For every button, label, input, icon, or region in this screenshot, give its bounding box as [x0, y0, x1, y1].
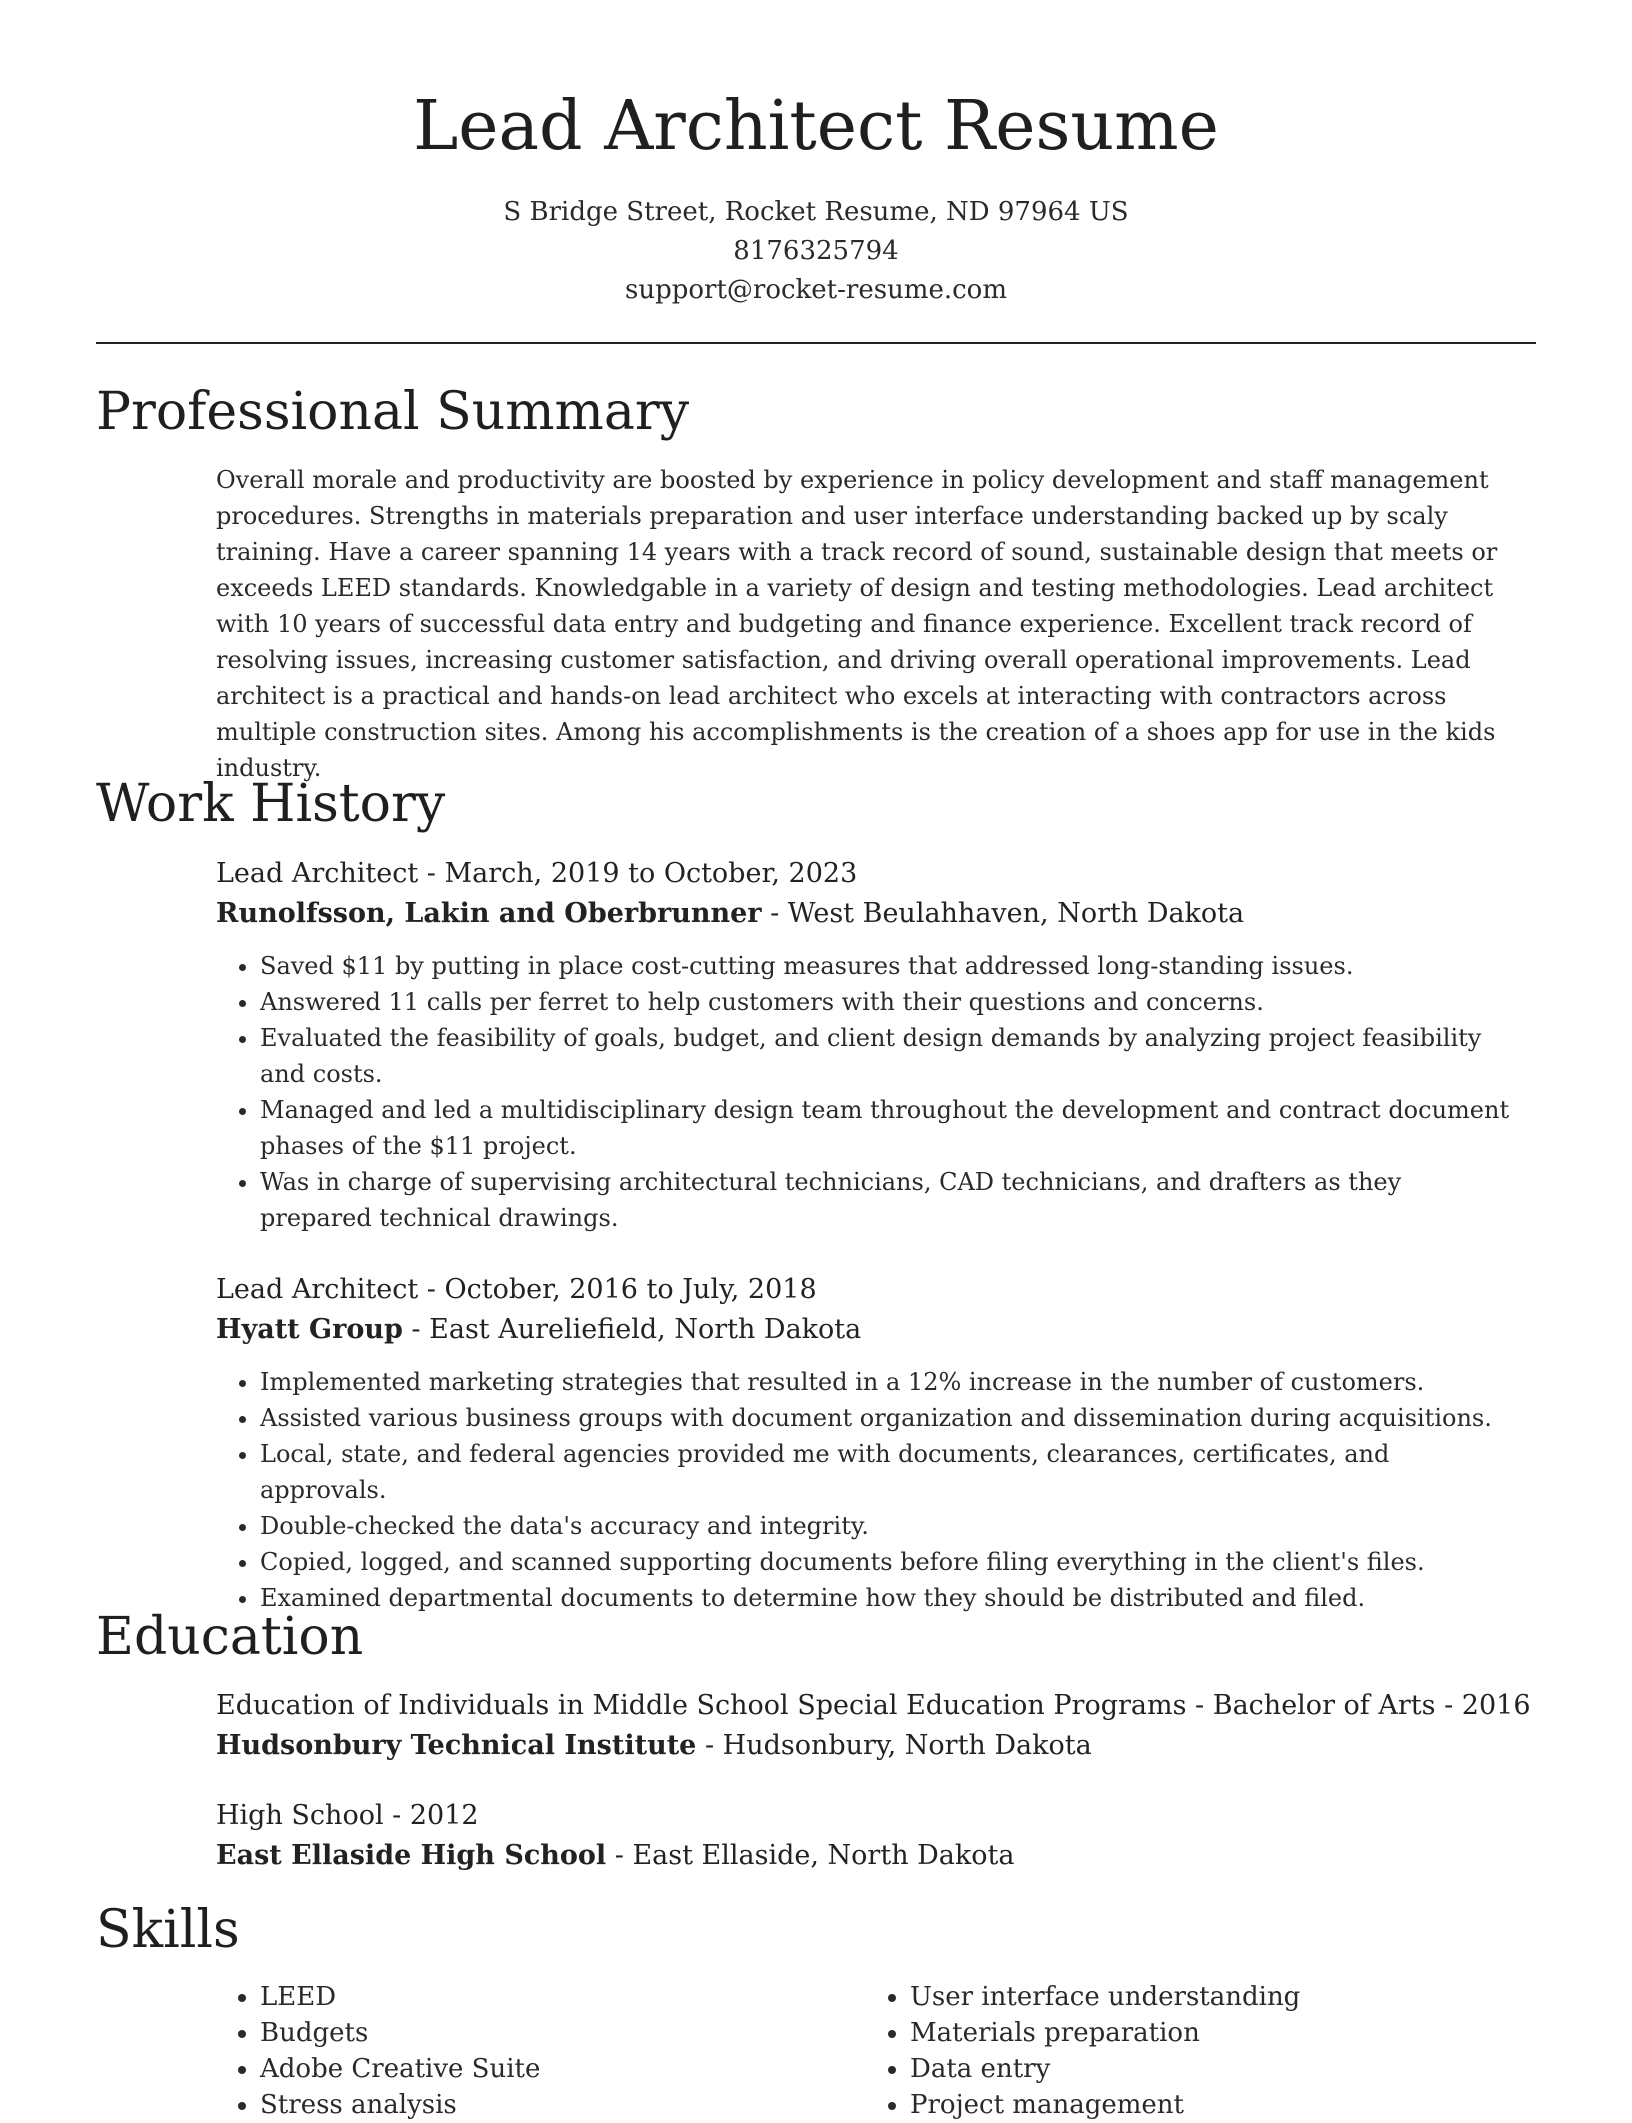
section-heading-education: Education — [96, 1607, 364, 1667]
list-item: • Assisted various business groups with document organization and dissemination during acquisitions. — [260, 1400, 1516, 1436]
education-school-line — [216, 1836, 1014, 1876]
skill-item: • Materials preparation — [910, 2015, 1466, 2051]
education-degree-line: Education of Individuals in Middle School Special Education Programs - Bachelor of Arts - 2016 — [216, 1690, 1531, 1721]
education-school-name: Hudsonbury Technical Institute — [216, 1730, 697, 1761]
list-item: • Managed and led a multidisciplinary design team throughout the development and contract document phases of the $11 project. — [260, 1092, 1516, 1164]
education-school-name: East Ellaside High School — [216, 1840, 607, 1871]
skill-item: • Stress analysis — [260, 2087, 816, 2123]
contact-info — [0, 193, 1632, 310]
list-item: • Double-checked the data's accuracy and integrity. — [260, 1508, 1516, 1544]
skill-item: • Adobe Creative Suite — [260, 2051, 816, 2087]
job-company-name: Runolfsson, Lakin and Oberbrunner — [216, 898, 762, 929]
job-location: - East Aureliefield, North Dakota — [402, 1314, 862, 1345]
job-title-line: Lead Architect - March, 2019 to October, 2023 — [216, 858, 858, 889]
contact-address: S Bridge Street, Rocket Resume, ND 97964 US — [503, 197, 1129, 227]
skill-item: • Project management — [910, 2087, 1466, 2123]
section-heading-skills: Skills — [96, 1900, 240, 1960]
header-divider — [96, 342, 1536, 344]
job-bullets — [216, 1364, 1516, 1616]
contact-email: support@rocket-resume.com — [624, 275, 1007, 305]
resume-title: Lead Architect Resume — [413, 87, 1219, 166]
job-company-name: Hyatt Group — [216, 1314, 403, 1345]
skill-item: • Budgets — [260, 2015, 816, 2051]
education-degree-line: High School - 2012 — [216, 1800, 479, 1831]
education-location: - Hudsonbury, North Dakota — [696, 1730, 1092, 1761]
list-item: • Was in charge of supervising architectural technicians, CAD technicians, and drafters as they prepared technical drawings. — [260, 1164, 1516, 1236]
skills-list-left — [216, 1979, 816, 2123]
list-item: • Answered 11 calls per ferret to help customers with their questions and concerns. — [260, 984, 1516, 1020]
contact-phone: 8176325794 — [733, 236, 899, 266]
job-company-line — [216, 894, 1244, 934]
list-item: • Evaluated the feasibility of goals, budget, and client design demands by analyzing project feasibility and costs. — [260, 1020, 1516, 1092]
section-heading-summary: Professional Summary — [96, 382, 690, 442]
job-title-line: Lead Architect - October, 2016 to July, 2018 — [216, 1274, 817, 1305]
job-company-line — [216, 1310, 861, 1350]
list-item: • Examined departmental documents to determine how they should be distributed and filed. — [260, 1580, 1516, 1616]
section-heading-work-history: Work History — [96, 774, 446, 834]
skills-list-right — [866, 1979, 1466, 2123]
job-location: - West Beulahhaven, North Dakota — [761, 898, 1245, 929]
list-item: • Saved $11 by putting in place cost-cutting measures that addressed long-standing issues. — [260, 948, 1516, 984]
list-item: • Copied, logged, and scanned supporting documents before filing everything in the client's files. — [260, 1544, 1516, 1580]
skill-item: • LEED — [260, 1979, 816, 2015]
job-bullets — [216, 948, 1516, 1236]
education-school-line — [216, 1726, 1092, 1766]
education-location: - East Ellaside, North Dakota — [606, 1840, 1015, 1871]
skill-item: • Data entry — [910, 2051, 1466, 2087]
list-item: • Local, state, and federal agencies provided me with documents, clearances, certificates, and approvals. — [260, 1436, 1516, 1508]
list-item: • Implemented marketing strategies that resulted in a 12% increase in the number of customers. — [260, 1364, 1516, 1400]
summary-text: Overall morale and productivity are boosted by experience in policy development and staff management procedures. Strengths in materials preparation and user interface understanding backed up by scaly training. Have a career spanning 14 years with a track record of sound, sustainable design that meets or exceeds LEED standards. Knowledgable in a variety of design and testing methodologies. Lead architect with 10 years of successful data entry and budgeting and finance experience. Excellent track record of resolving issues, increasing customer satisfaction, and driving overall operational improvements. Lead architect is a practical and hands-on lead architect who excels at interacting with contractors across multiple construction sites. Among his accomplishments is the creation of a shoes app for use in the kids industry. — [216, 466, 1498, 782]
skill-item: • User interface understanding — [910, 1979, 1466, 2015]
